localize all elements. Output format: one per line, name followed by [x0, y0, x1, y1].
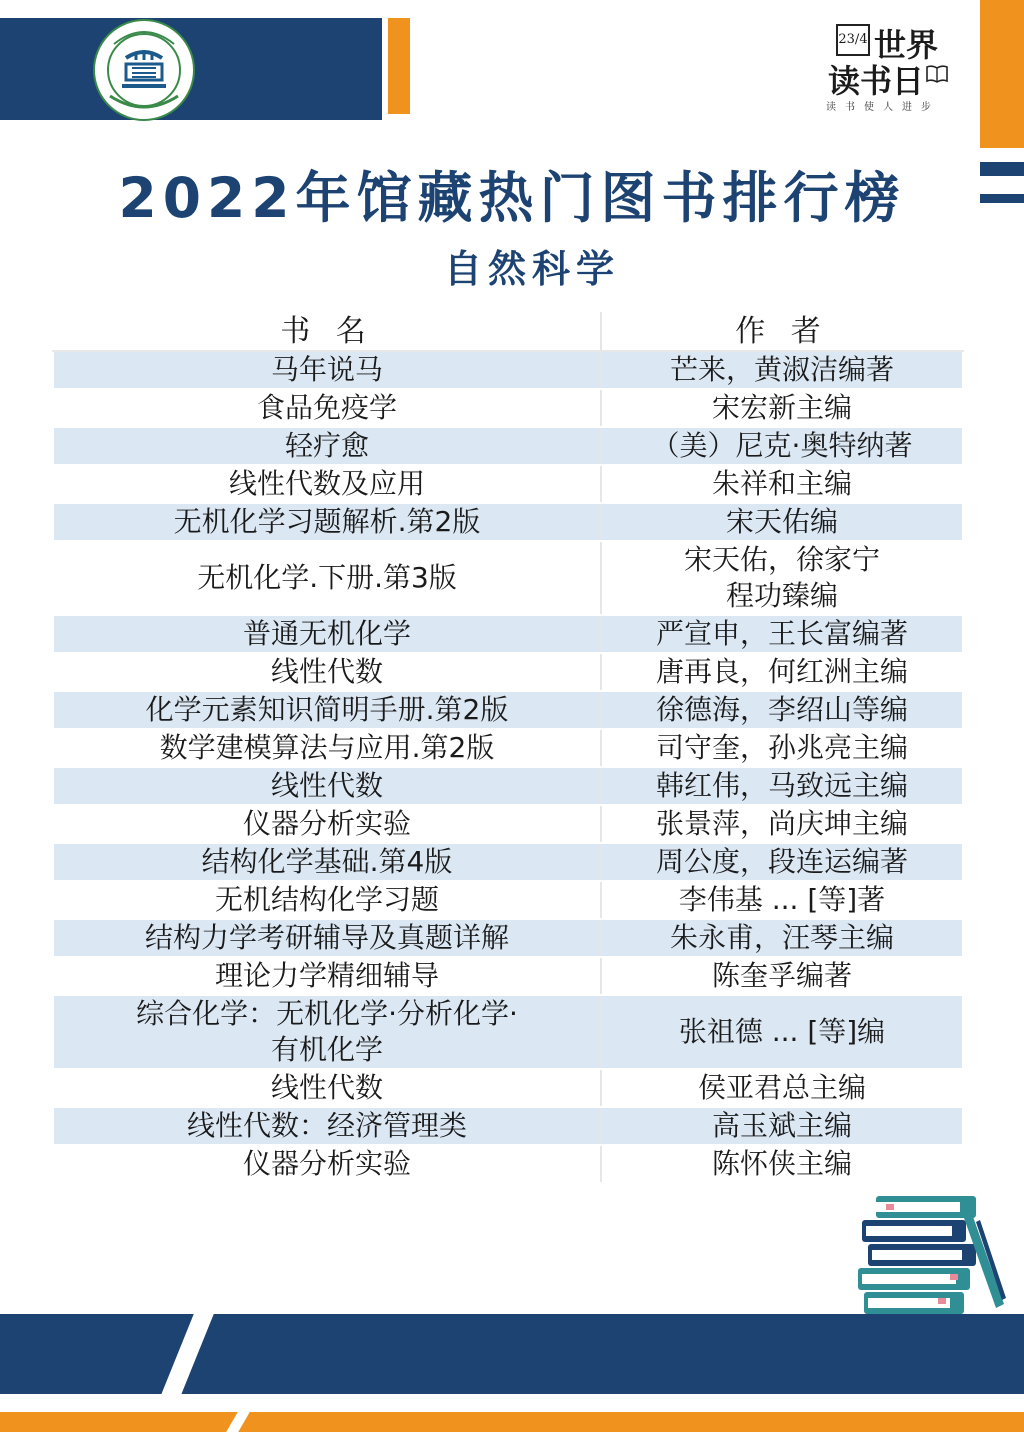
book-title: 理论力学精细辅导 — [53, 957, 601, 995]
book-author: 徐德海，李绍山等编 — [601, 691, 963, 729]
book-author: 宋宏新主编 — [601, 389, 963, 427]
book-author: 司守奎，孙兆亮主编 — [601, 729, 963, 767]
header-orange-bar — [388, 18, 410, 114]
book-author: 朱永甫，汪琴主编 — [601, 919, 963, 957]
page-title: 2022年馆藏热门图书排行榜 — [118, 166, 906, 230]
header-author: 作 者 — [601, 313, 963, 351]
reading-day-line1: 世界 — [874, 26, 939, 64]
footer-orange-stripe — [0, 1412, 1024, 1432]
book-author: 周公度，段连运编著 — [601, 843, 963, 881]
book-title-line2: 有机化学 — [270, 1033, 383, 1066]
right-orange-bar — [980, 0, 1024, 148]
book-title: 结构力学考研辅导及真题详解 — [53, 919, 601, 957]
book-title: 无机结构化学习题 — [53, 881, 601, 919]
stacked-books-icon — [854, 1194, 1014, 1318]
book-author: 张景萍，尚庆坤主编 — [601, 805, 963, 843]
world-reading-day-badge — [826, 20, 958, 112]
book-title — [53, 995, 601, 1069]
book-title: 结构化学基础.第4版 — [53, 843, 601, 881]
book-author: 严宣申，王长富编著 — [601, 615, 963, 653]
book-title: 线性代数 — [53, 767, 601, 805]
book-title: 线性代数 — [53, 1069, 601, 1107]
book-author: 李伟基 ... [等]著 — [601, 881, 963, 919]
book-author: 韩红伟，马致远主编 — [601, 767, 963, 805]
book-author: 陈怀侠主编 — [601, 1145, 963, 1183]
book-author: （美）尼克·奥特纳著 — [601, 427, 963, 465]
date-mark: 23/4 — [836, 24, 870, 56]
book-title: 线性代数：经济管理类 — [53, 1107, 601, 1145]
book-title: 线性代数及应用 — [53, 465, 601, 503]
book-author: 侯亚君总主编 — [601, 1069, 963, 1107]
category-subtitle: 自然科学 — [443, 247, 620, 291]
book-title-line1: 综合化学：无机化学·分析化学· — [136, 997, 518, 1030]
book-author-line2: 程功臻编 — [725, 579, 838, 612]
header-title: 书 名 — [53, 313, 601, 351]
book-author: 朱祥和主编 — [601, 465, 963, 503]
library-seal-icon — [92, 18, 196, 122]
book-title: 线性代数 — [53, 653, 601, 691]
book-title: 普通无机化学 — [53, 615, 601, 653]
book-title: 无机化学习题解析.第2版 — [53, 503, 601, 541]
book-author — [601, 541, 963, 615]
book-title: 食品免疫学 — [53, 389, 601, 427]
book-title: 仪器分析实验 — [53, 1145, 601, 1183]
reading-day-tagline: 读书使人进步 — [826, 102, 940, 113]
book-author: 陈奎孚编著 — [601, 957, 963, 995]
footer-navy-band — [0, 1314, 1024, 1394]
book-author: 宋天佑编 — [601, 503, 963, 541]
book-title: 轻疗愈 — [53, 427, 601, 465]
book-author-line1: 宋天佑，徐家宁 — [683, 543, 880, 576]
book-title: 化学元素知识简明手册.第2版 — [53, 691, 601, 729]
reading-day-line2: 读书日 — [828, 62, 925, 100]
book-author: 张祖德 ... [等]编 — [601, 995, 963, 1069]
book-author: 芒来，黄淑洁编著 — [601, 351, 963, 389]
open-book-icon — [926, 64, 948, 88]
table-header-row — [53, 313, 963, 351]
book-title: 数学建模算法与应用.第2版 — [53, 729, 601, 767]
ranking-table — [52, 312, 964, 1184]
book-author: 唐再良，何红洲主编 — [601, 653, 963, 691]
book-title: 马年说马 — [53, 351, 601, 389]
book-author: 高玉斌主编 — [601, 1107, 963, 1145]
book-title: 无机化学.下册.第3版 — [53, 541, 601, 615]
book-title: 仪器分析实验 — [53, 805, 601, 843]
